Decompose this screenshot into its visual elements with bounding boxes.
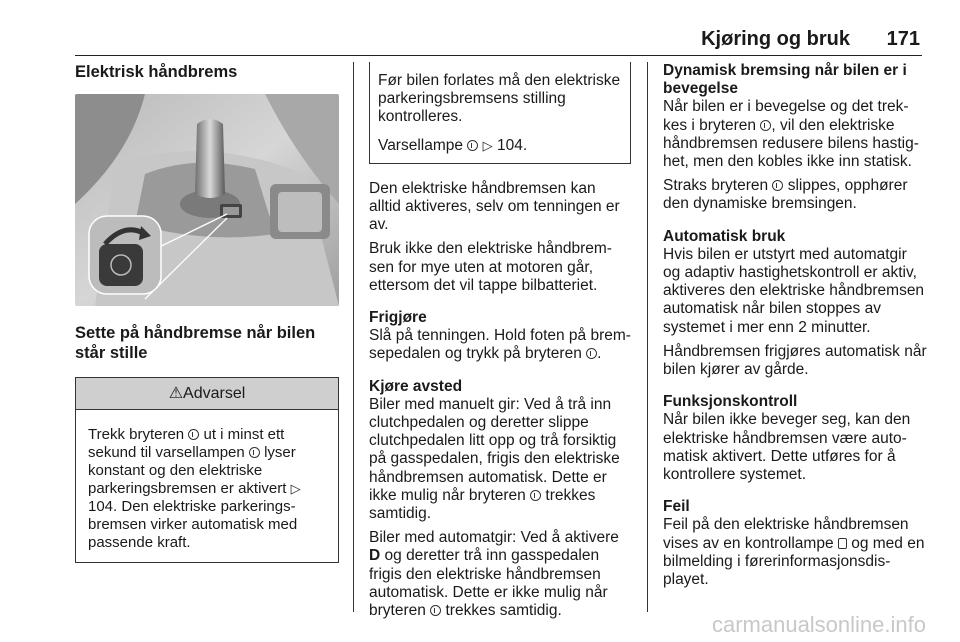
section-frigjore (369, 309, 631, 364)
section-text: slippes, opphører den dynamiske bremsingen. (663, 177, 908, 213)
warning-text: Trekk bryteren (88, 426, 185, 444)
column-3 (663, 62, 927, 595)
parking-brake-icon (530, 490, 541, 501)
box-text: Før bilen forlates må den elektriske parkeringsbremsens stilling kontrolleres. (378, 72, 621, 126)
box-warn-ref: 104. (496, 136, 528, 154)
header-rule (75, 55, 922, 56)
section-text: Hvis bilen er utstyrt med automatgir og adaptiv hastighetskontroll er aktiv, aktiveres den elektriske håndbremsen automatisk når bilen stoppes av systemet i mer enn 2 minutter. (663, 245, 925, 336)
subheading: Kjøre avsted (369, 377, 463, 395)
box-warn-prefix: Varsellampe (378, 136, 464, 154)
page-ref-arrow-icon: ▷ (290, 481, 301, 497)
control-lamp-icon (838, 538, 847, 549)
section-text: Feil på den elektriske håndbremsen vises av en kontrollampe (663, 516, 909, 552)
warning-text: ut i minst ett sekund til varsellampen (88, 426, 285, 462)
section-text: , vil den elektriske håndbremsen redusere bilens hastighet, men den kobles ikke inn statisk. (663, 116, 919, 171)
column-1 (75, 62, 339, 563)
parking-brake-icon (586, 348, 597, 359)
section-kjore-avsted (369, 378, 631, 621)
warning-box (75, 377, 339, 563)
warning-title: Advarsel (183, 385, 246, 402)
watermark: carmanualsonline.info (711, 612, 926, 637)
parking-brake-icon (249, 447, 260, 458)
column-divider (647, 62, 648, 612)
section-text: og med en bilmelding i førerinformasjonsdisplayet. (663, 534, 925, 589)
section-text: trekkes samtidig. (369, 486, 596, 523)
parking-brake-icon (467, 140, 478, 151)
section-text: Håndbremsen frigjøres automatisk når bilen kjører av gårde. (663, 342, 927, 379)
gear-d-label: D (369, 547, 381, 565)
page-ref-arrow-icon: ▷ (482, 137, 493, 153)
page-header (0, 28, 960, 58)
section-text: Straks bryteren (663, 177, 769, 195)
subheading: Automatisk bruk (663, 227, 786, 245)
parking-brake-icon (760, 120, 771, 131)
section-heading: Elektrisk håndbrems (75, 63, 238, 81)
section-text: trekkes samtidig. (445, 602, 562, 620)
section-dynamic-braking (663, 62, 927, 214)
subheading: Feil (663, 498, 690, 516)
paragraph: Den elektriske håndbremsen kan alltid aktiveres, selv om tenningen er av. (369, 179, 620, 234)
warning-text: lyser konstant og den elektriske parkeringsbremsen er aktivert (88, 444, 296, 498)
section-function-check (663, 393, 927, 484)
column-divider (353, 62, 354, 612)
parking-brake-icon (188, 429, 199, 440)
section-text: Slå på tenningen. Hold foten på bremsepedalen og trykk på bryteren (369, 327, 631, 363)
page-number: 171 (886, 28, 920, 50)
section-fault (663, 498, 927, 589)
subheading: Funksjonskontroll (663, 393, 798, 411)
warning-text: 104. Den elektriske parkeringsbremsen virker automatisk med passende kraft. (88, 498, 298, 552)
parking-brake-icon (772, 180, 783, 191)
subheading-stationary: Sette på håndbremse når bilen står stille (75, 324, 316, 362)
subheading: Dynamisk bremsing når bilen er i bevegelse (663, 62, 907, 98)
warning-header (76, 378, 338, 410)
handbrake-photo (75, 94, 339, 306)
warning-continuation-box (369, 62, 631, 164)
section-text: . (597, 345, 602, 363)
subheading: Frigjøre (369, 309, 427, 327)
section-text: Når bilen ikke beveger seg, kan den elektriske håndbremsen være automatisk aktivert. Dette utføres for å kontrollere systemet. (663, 411, 911, 484)
section-text: Biler med manuelt gir: Ved å trå inn clutchpedalen og deretter slippe clutchpedalen litt opp og trå forsiktig på gasspedalen, frigis den elektriske håndbremsen automatisk. Dette er ikke mulig når bryteren (369, 395, 620, 504)
section-text: og deretter trå inn gasspedalen frigis den elektriske håndbremsen automatisk. Dette er ikke mulig når bryteren (369, 547, 608, 620)
section-text: Når bilen er i bevegelse og det trekkes i bryteren (663, 98, 909, 134)
warning-icon: ⚠ (168, 385, 184, 402)
parking-brake-icon (430, 605, 441, 616)
paragraph: Bruk ikke den elektriske håndbremsen for mye uten at motoren går, ettersom det vil tappe bilbatteriet. (369, 240, 612, 294)
section-text: Biler med automatgir: Ved å aktivere (369, 529, 619, 547)
box-warning-lamp (378, 137, 622, 155)
warning-body (76, 410, 338, 562)
section-automatic (663, 228, 927, 380)
column-2 (369, 62, 631, 626)
chapter-title: Kjøring og bruk (701, 28, 850, 50)
